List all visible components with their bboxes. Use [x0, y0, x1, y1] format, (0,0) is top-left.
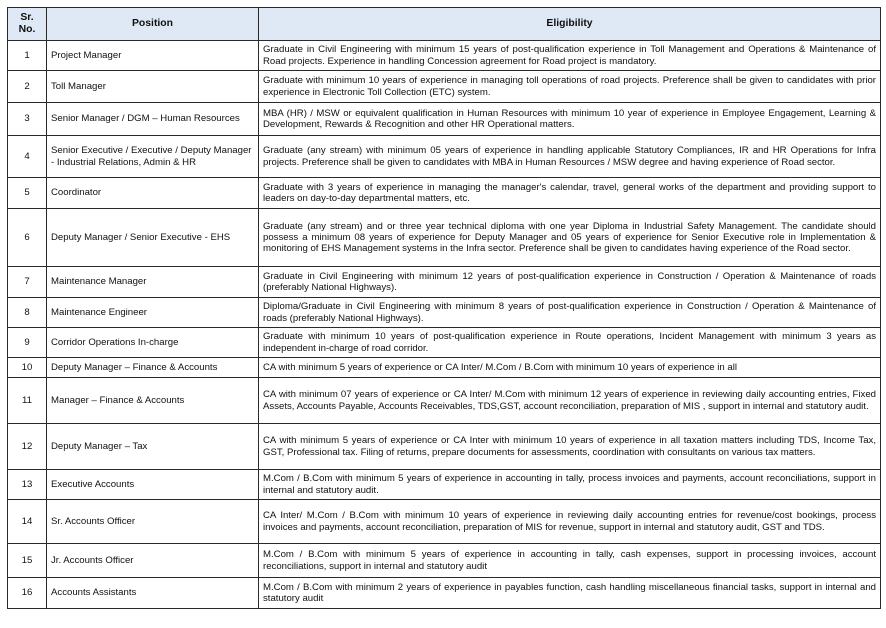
eligibility-cell: Graduate (any stream) and or three year technical diploma with one year Diploma in Industrial Safety Management. The candidate should possess a minimum 08 years of experience for Deputy Manager and 05 years of experience for Senior Executive role in Implementation & monitoring of EHS Management systems in the Infra sector. Preference shall be given to candidates having experience of the Road sector. — [259, 209, 881, 267]
table-row — [8, 103, 881, 136]
table-row — [8, 358, 881, 378]
sr-no-cell: 8 — [8, 298, 47, 328]
sr-no-cell: 4 — [8, 136, 47, 178]
table-row — [8, 470, 881, 500]
sr-no-cell: 6 — [8, 209, 47, 267]
sr-no-cell: 15 — [8, 544, 47, 578]
eligibility-cell: Graduate in Civil Engineering with minimum 15 years of post-qualification experience in Toll Management and Operations & Maintenance of Road projects. Experience in handling Concession agreement for Road project is mandatory. — [259, 41, 881, 71]
eligibility-cell: M.Com / B.Com with minimum 2 years of experience in payables function, cash handling miscellaneous financial tasks, support in internal and statutory audit — [259, 578, 881, 609]
position-cell: Corridor Operations In-charge — [47, 328, 259, 358]
eligibility-cell: M.Com / B.Com with minimum 5 years of experience in accounting in tally, process invoices and payments, account reconciliations, support in internal and statutory audit. — [259, 470, 881, 500]
table-row — [8, 209, 881, 267]
position-cell: Accounts Assistants — [47, 578, 259, 609]
table-header-row — [8, 8, 881, 41]
position-cell: Maintenance Manager — [47, 267, 259, 298]
sr-no-cell: 11 — [8, 378, 47, 424]
eligibility-table — [7, 7, 881, 609]
table-row — [8, 328, 881, 358]
table-row — [8, 298, 881, 328]
position-cell: Senior Executive / Executive / Deputy Manager - Industrial Relations, Admin & HR — [47, 136, 259, 178]
table-row — [8, 41, 881, 71]
table-row — [8, 136, 881, 178]
position-cell: Toll Manager — [47, 71, 259, 103]
sr-no-cell: 1 — [8, 41, 47, 71]
position-cell: Deputy Manager – Finance & Accounts — [47, 358, 259, 378]
table-row — [8, 178, 881, 209]
position-cell: Senior Manager / DGM – Human Resources — [47, 103, 259, 136]
position-cell: Sr. Accounts Officer — [47, 500, 259, 544]
eligibility-cell: CA with minimum 5 years of experience or CA Inter with minimum 10 years of experience in all taxation matters including TDS, Income Tax, GST, Professional tax. Filing of returns, prepare documents for assessments, coordination with consultants on various tax matters. — [259, 424, 881, 470]
table-row — [8, 267, 881, 298]
sr-no-cell: 9 — [8, 328, 47, 358]
header-eligibility: Eligibility — [259, 8, 881, 41]
position-cell: Project Manager — [47, 41, 259, 71]
eligibility-cell: Graduate with 3 years of experience in managing the manager's calendar, travel, general works of the department and providing support to leaders on day-to-day departmental matters, etc. — [259, 178, 881, 209]
eligibility-cell: CA with minimum 07 years of experience or CA Inter/ M.Com with minimum 12 years of experience in reviewing daily accounting entries, Fixed Assets, Accounts Payable, Accounts Receivables, TDS,GST, account reconciliation, preparation of MIS , support in internal and statutory audit. — [259, 378, 881, 424]
sr-no-cell: 3 — [8, 103, 47, 136]
sr-no-cell: 13 — [8, 470, 47, 500]
position-cell: Deputy Manager – Tax — [47, 424, 259, 470]
sr-no-cell: 12 — [8, 424, 47, 470]
sr-no-cell: 16 — [8, 578, 47, 609]
table-row — [8, 71, 881, 103]
header-sr-no: Sr. No. — [8, 8, 47, 41]
table-row — [8, 578, 881, 609]
position-cell: Manager – Finance & Accounts — [47, 378, 259, 424]
table-row — [8, 544, 881, 578]
position-cell: Deputy Manager / Senior Executive - EHS — [47, 209, 259, 267]
position-cell: Maintenance Engineer — [47, 298, 259, 328]
eligibility-cell: CA with minimum 5 years of experience or CA Inter/ M.Com / B.Com with minimum 10 years of experience in all — [259, 358, 881, 378]
sr-no-cell: 14 — [8, 500, 47, 544]
eligibility-cell: M.Com / B.Com with minimum 5 years of experience in accounting in tally, cash expenses, support in processing invoices, account reconciliations, support in internal and statutory audit — [259, 544, 881, 578]
table-row — [8, 378, 881, 424]
eligibility-cell: Graduate in Civil Engineering with minimum 12 years of post-qualification experience in Construction / Operation & Maintenance of roads (preferably National Highways). — [259, 267, 881, 298]
sr-no-cell: 5 — [8, 178, 47, 209]
table-row — [8, 424, 881, 470]
position-cell: Coordinator — [47, 178, 259, 209]
eligibility-cell: MBA (HR) / MSW or equivalent qualification in Human Resources with minimum 10 year of experience in Employee Engagement, Learning & Development, Rewards & Recognition and other HR Operational matters. — [259, 103, 881, 136]
table-row — [8, 500, 881, 544]
position-cell: Executive Accounts — [47, 470, 259, 500]
eligibility-cell: CA Inter/ M.Com / B.Com with minimum 10 years of experience in reviewing daily accounting entries for revenue/cost bookings, process invoices and payments, account reconciliation, preparation of MIS for revenue, support in internal and statutory audit, GST and TDS. — [259, 500, 881, 544]
eligibility-cell: Diploma/Graduate in Civil Engineering with minimum 8 years of post-qualification experience in Construction / Operation & Maintenance of roads (preferably National Highways). — [259, 298, 881, 328]
position-cell: Jr. Accounts Officer — [47, 544, 259, 578]
header-position: Position — [47, 8, 259, 41]
sr-no-cell: 2 — [8, 71, 47, 103]
sr-no-cell: 7 — [8, 267, 47, 298]
eligibility-cell: Graduate with minimum 10 years of post-qualification experience in Route operations, Incident Management with minimum 3 years as independent in-charge of road corridor. — [259, 328, 881, 358]
sr-no-cell: 10 — [8, 358, 47, 378]
eligibility-cell: Graduate (any stream) with minimum 05 years of experience in handling applicable Statutory Compliances, IR and HR Operations for Infra projects. Preference shall be given to candidates with MBA in Human Resources / MSW degree and having experience of Road sector. — [259, 136, 881, 178]
eligibility-cell: Graduate with minimum 10 years of experience in managing toll operations of road projects. Preference shall be given to candidates with prior experience in Electronic Toll Collection (ETC) system. — [259, 71, 881, 103]
